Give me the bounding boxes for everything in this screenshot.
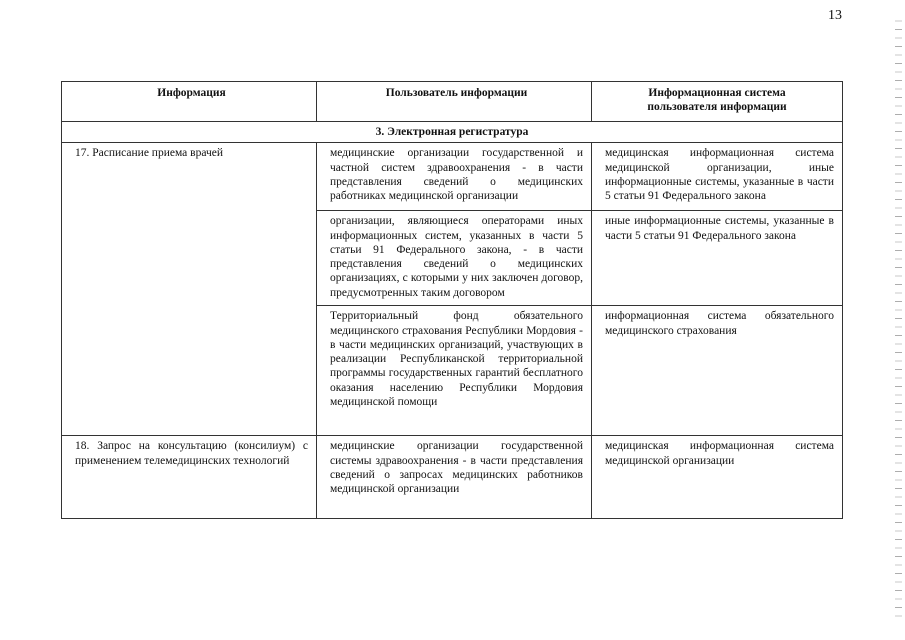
registry-table	[61, 81, 843, 519]
item-name: 18. Запрос на консультацию (консилиум) с применением телемедицинских технологий	[62, 436, 317, 519]
page-number: 13	[828, 8, 842, 23]
header-system: Информационная система пользователя информации	[592, 82, 843, 122]
system-cell: иные информационные системы, указанные в части 5 статьи 91 Федерального закона	[592, 211, 843, 306]
scan-edge-artifact	[895, 20, 902, 620]
item-name: 17. Расписание приема врачей	[62, 143, 317, 436]
system-cell: медицинская информационная система медицинской организации	[592, 436, 843, 519]
system-cell: информационная система обязательного медицинского страхования	[592, 306, 843, 436]
user-cell: медицинские организации государственной системы здравоохранения - в части представления сведений о запросах медицинских работников медицинской организации	[317, 436, 592, 519]
section-row	[62, 122, 843, 143]
table-row	[62, 143, 843, 211]
system-cell: медицинская информационная система медицинской организации, иные информационные системы, указанные в части 5 статьи 91 Федерального закона	[592, 143, 843, 211]
user-cell: организации, являющиеся операторами иных информационных систем, указанных в части 5 статьи 91 Федерального закона, - в части представления сведений о медицинских организациях, с которыми у них заключен договор, предусмотренных таким договором	[317, 211, 592, 306]
table-header-row	[62, 82, 843, 122]
section-title: 3. Электронная регистратура	[62, 122, 843, 143]
header-user: Пользователь информации	[317, 82, 592, 122]
user-cell: Территориальный фонд обязательного медицинского страхования Республики Мордовия - в части медицинских организаций, участвующих в реализации Республиканской территориальной программы государственных гарантий бесплатного оказания населению Республики Мордовия медицинской помощи	[317, 306, 592, 436]
user-cell: медицинские организации государственной и частной систем здравоохранения - в части представления сведений о медицинских работниках медицинской организации	[317, 143, 592, 211]
table-row	[62, 436, 843, 519]
header-information: Информация	[62, 82, 317, 122]
